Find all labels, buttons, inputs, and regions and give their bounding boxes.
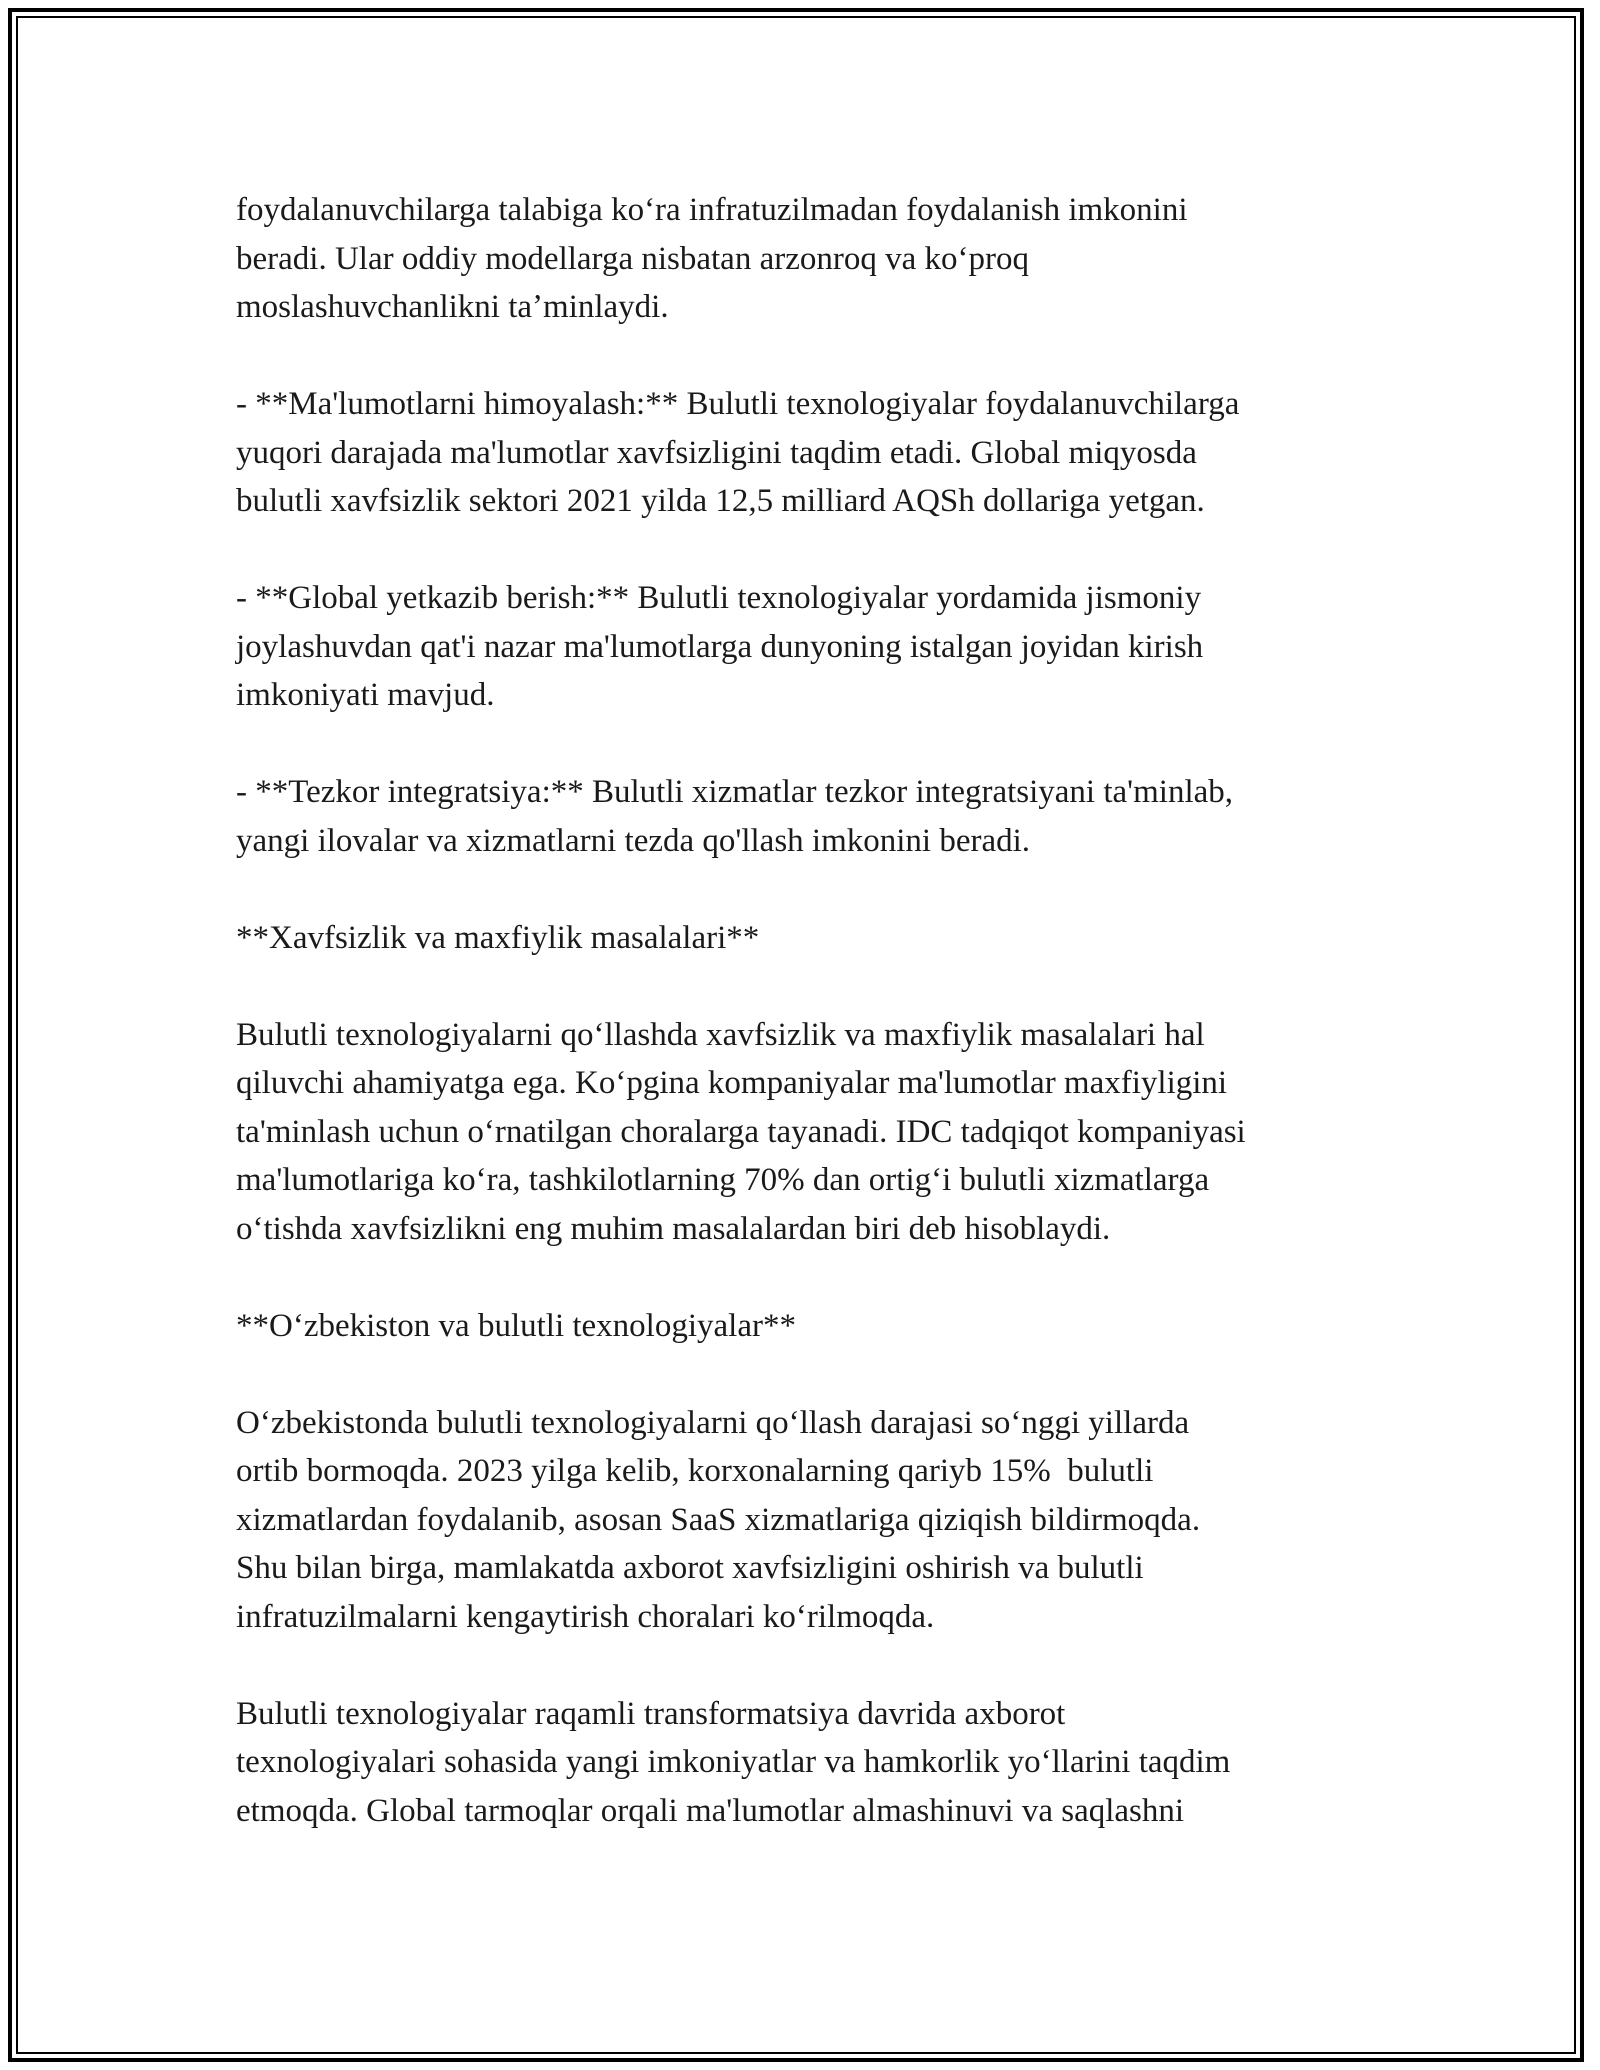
paragraph-cost-benefit <box>236 186 1376 332</box>
text-line: Oʻzbekistonda bulutli texnologiyalarni qoʻllash darajasi soʻnggi yillarda <box>236 1404 1190 1441</box>
heading-security-privacy <box>236 914 1376 963</box>
text-line: qiluvchi ahamiyatga ega. Koʻpgina kompaniyalar ma'lumotlar maxfiyligini <box>236 1065 1228 1101</box>
document-body <box>236 186 1376 1884</box>
text-line: foydalanuvchilarga talabiga koʻra infratuzilmadan foydalanish imkonini <box>236 192 1188 228</box>
paragraph-security-privacy <box>236 1011 1376 1254</box>
paragraph-uzbekistan <box>236 1399 1376 1642</box>
text-line: Bulutli texnologiyalarni qoʻllashda xavfsizlik va maxfiylik masalalari hal <box>236 1016 1205 1053</box>
section-heading: **Xavfsizlik va maxfiylik masalalari** <box>236 919 760 956</box>
text-line: - **Tezkor integratsiya:** Bulutli xizmatlar tezkor integratsiyani ta'minlab, <box>236 774 1234 810</box>
bullet-data-protection <box>236 380 1376 526</box>
section-heading: **Oʻzbekiston va bulutli texnologiyalar** <box>236 1307 796 1344</box>
text-line: imkoniyati mavjud. <box>236 677 495 713</box>
text-line: texnologiyalari sohasida yangi imkoniyatlar va hamkorlik yoʻllarini taqdim <box>236 1744 1231 1780</box>
text-line: ma'lumotlariga koʻra, tashkilotlarning 70% dan ortigʻi bulutli xizmatlarga <box>236 1162 1210 1198</box>
bullet-fast-integration <box>236 768 1376 865</box>
text-line: beradi. Ular oddiy modellarga nisbatan arzonroq va koʻproq <box>236 240 1029 277</box>
text-line: bulutli xavfsizlik sektori 2021 yilda 12,5 milliard AQSh dollariga yetgan. <box>236 483 1205 519</box>
text-line: yuqori darajada ma'lumotlar xavfsizligini taqdim etadi. Global miqyosda <box>236 434 1197 471</box>
text-line: Bulutli texnologiyalar raqamli transformatsiya davrida axborot <box>236 1695 1066 1732</box>
text-line: infratuzilmalarni kengaytirish choralari koʻrilmoqda. <box>236 1598 935 1635</box>
text-line: yangi ilovalar va xizmatlarni tezda qo'llash imkonini beradi. <box>236 822 1031 859</box>
text-line: xizmatlardan foydalanib, asosan SaaS xizmatlariga qiziqish bildirmoqda. <box>236 1501 1201 1538</box>
text-line: Shu bilan birga, mamlakatda axborot xavfsizligini oshirish va bulutli <box>236 1550 1144 1586</box>
heading-uzbekistan <box>236 1302 1376 1351</box>
text-line: etmoqda. Global tarmoqlar orqali ma'lumotlar almashinuvi va saqlashni <box>236 1792 1185 1829</box>
text-line: - **Ma'lumotlarni himoyalash:** Bulutli texnologiyalar foydalanuvchilarga <box>236 386 1240 422</box>
text-line: ta'minlash uchun oʻrnatilgan choralarga tayanadi. IDC tadqiqot kompaniyasi <box>236 1113 1246 1150</box>
bullet-global-delivery <box>236 574 1376 720</box>
text-line: joylashuvdan qat'i nazar ma'lumotlarga dunyoning istalgan joyidan kirish <box>236 628 1204 665</box>
text-line: ortib bormoqda. 2023 yilga kelib, korxonalarning qariyb 15% bulutli <box>236 1453 1154 1489</box>
text-line: - **Global yetkazib berish:** Bulutli texnologiyalar yordamida jismoniy <box>236 580 1202 616</box>
text-line: moslashuvchanlikni taʼminlaydi. <box>236 289 669 325</box>
text-line: oʻtishda xavfsizlikni eng muhim masalalardan biri deb hisoblaydi. <box>236 1210 1111 1247</box>
paragraph-conclusion <box>236 1690 1376 1836</box>
